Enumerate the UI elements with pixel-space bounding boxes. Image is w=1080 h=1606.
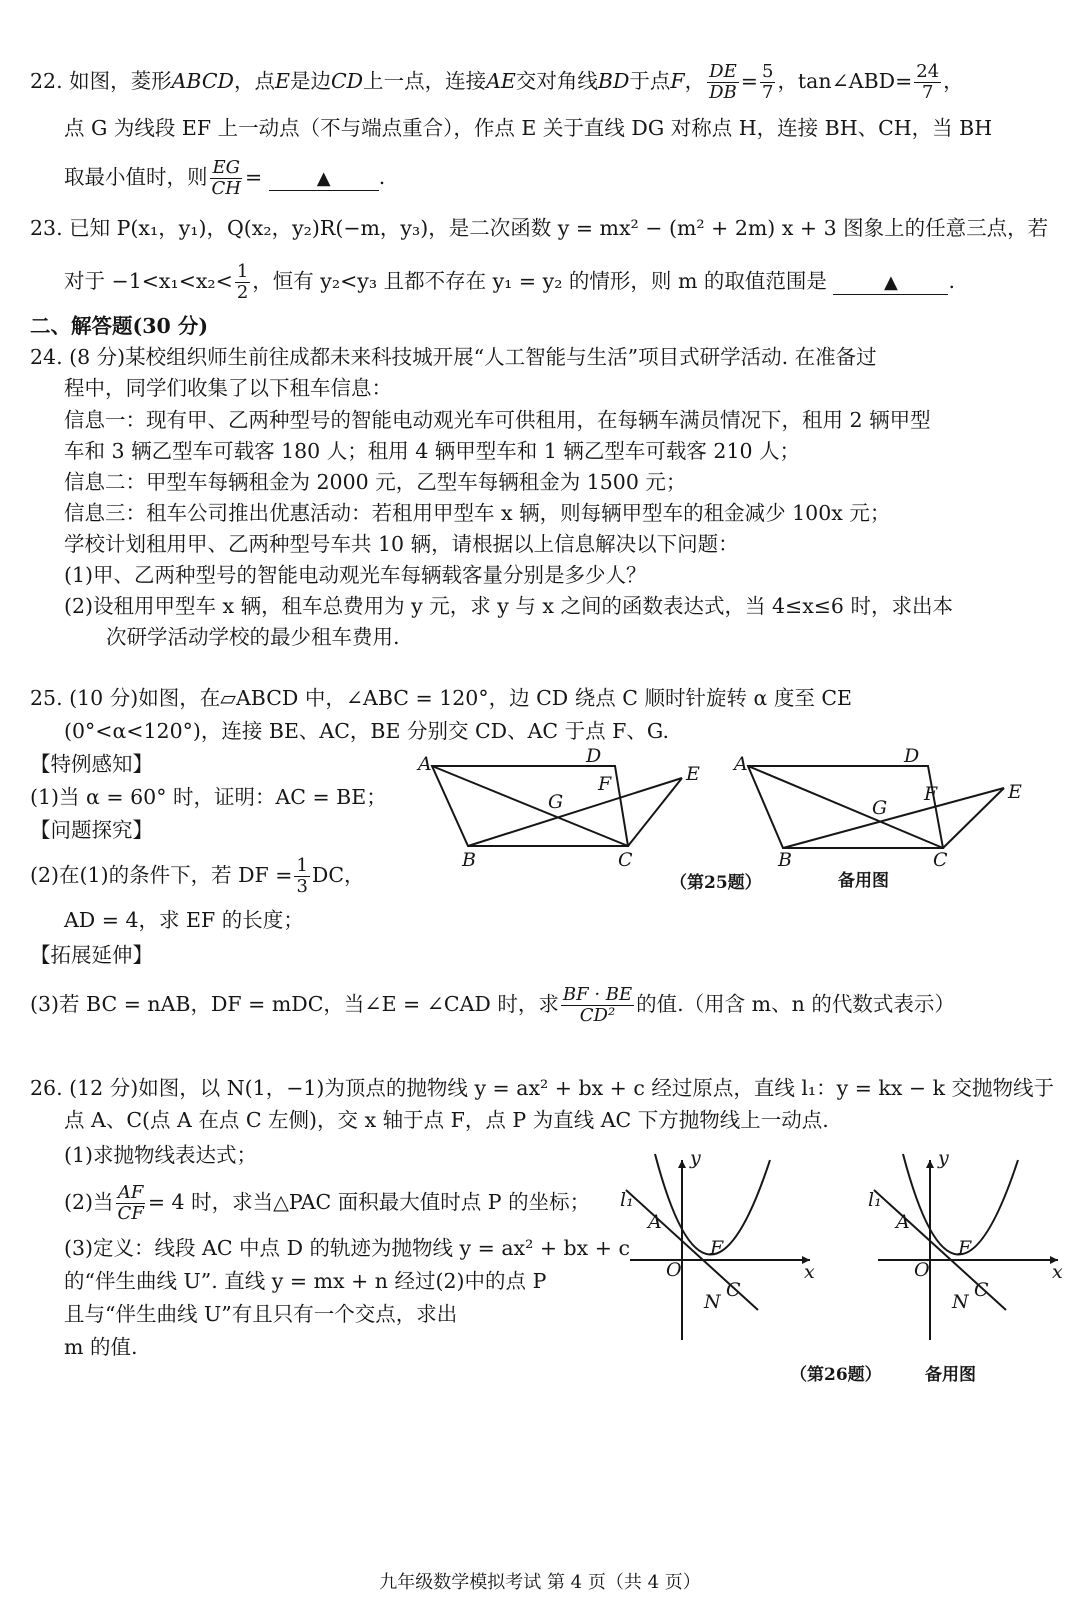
q25-line-1: 25. (10 分)如图，在▱ABCD 中，∠ABC = 120°，边 CD 绕点 C 顺时针旋转 α 度至 CE bbox=[30, 686, 852, 710]
q25-part-2a: (2)在(1)的条件下，若 DF = $\frac{1}{3}$ DC， bbox=[30, 855, 365, 897]
figure-25 bbox=[410, 745, 710, 878]
y-axis-arrow-spare bbox=[926, 1160, 934, 1168]
q24-part-1: (1)甲、乙两种型号的智能电动观光车每辆载客量分别是多少人？ bbox=[64, 563, 647, 587]
segment-be bbox=[468, 778, 682, 846]
figure-26 bbox=[610, 1147, 820, 1350]
q26-part-1: (1)求抛物线表达式； bbox=[64, 1143, 258, 1167]
label-l1-spare: l₁ bbox=[868, 1189, 882, 1211]
fraction-af-cf: $\frac{AF}{CF}$ bbox=[117, 1182, 144, 1224]
figure-26-spare bbox=[858, 1147, 1068, 1350]
label-g: G bbox=[548, 791, 564, 813]
fraction-5-7: $\frac{5}{7}$ bbox=[761, 61, 774, 103]
label-c-spare: C bbox=[974, 1279, 989, 1301]
fraction-1-3: $\frac{1}{3}$ bbox=[296, 855, 308, 897]
fraction-24-7: $\frac{24}{7}$ bbox=[916, 61, 940, 103]
label-n: N bbox=[704, 1291, 721, 1313]
q24-plan: 学校计划租用甲、乙两种型号车共 10 辆，请根据以上信息解决以下问题： bbox=[64, 532, 739, 556]
label-a: A bbox=[418, 753, 432, 775]
label-n-spare: N bbox=[952, 1291, 969, 1313]
segment-ce bbox=[628, 778, 682, 846]
q26-part-3b: 的“伴生曲线 U”. 直线 y = mx + n 经过(2)中的点 P bbox=[64, 1269, 547, 1293]
label-o: O bbox=[666, 1259, 682, 1281]
y-axis-arrow bbox=[678, 1160, 686, 1168]
q24-line-1: 24. (8 分)某校组织师生前往成都未来科技城开展“人工智能与生活”项目式研学活动. 在准备过 bbox=[30, 345, 877, 369]
figure-25-spare bbox=[734, 745, 1038, 878]
q22-line-1: 22. 如图，菱形ABCD，点E是边CD上一点，连接AE交对角线BD于点F， $\frac{DE}{DB}$ = $\frac{5}{7}$ ，tan∠ABD= $\frac{24}{7}$ ， bbox=[30, 61, 964, 103]
q25-heading-3: 【拓展延伸】 bbox=[30, 943, 153, 967]
figure-25-spare-caption: 备用图 bbox=[838, 871, 889, 891]
q23-line-1: 23. 已知 P(x₁，y₁)，Q(x₂，y₂)R(−m，y₃)，是二次函数 y = mx² − (m² + 2m) x + 3 图象上的任意三点，若 bbox=[30, 216, 1049, 240]
figure-26-spare-caption: 备用图 bbox=[925, 1365, 976, 1385]
q25-part-3: (3)若 BC = nAB，DF = mDC，当∠E = ∠CAD 时，求 $\frac{BF \cdot BE}{\text{CD²}}$ 的值.（用含 m、n 的代数式表示） bbox=[30, 984, 955, 1026]
page-footer: 九年级数学模拟考试 第 4 页（共 4 页） bbox=[379, 1572, 701, 1593]
q23-line-2: 对于 −1<x₁<x₂< $\frac{1}{2}$ ，恒有 y₂<y₃ 且都不存在 y₁ = y₂ 的情形，则 m 的取值范围是 ▲ . bbox=[64, 261, 955, 303]
label-c-spare: C bbox=[933, 849, 948, 871]
q24-info-1a: 信息一：现有甲、乙两种型号的智能电动观光车可供租用，在每辆车满员情况下，租用 2 辆甲型 bbox=[64, 408, 931, 432]
q25-heading-1: 【特例感知】 bbox=[30, 752, 153, 776]
figure-25-caption: （第25题） bbox=[670, 873, 762, 893]
fraction-eg-ch: $\frac{EG}{CH}$ bbox=[211, 157, 241, 199]
q24-part-2a: (2)设租用甲型车 x 辆，租车总费用为 y 元，求 y 与 x 之间的函数表达式，当 4≤x≤6 时，求出本 bbox=[64, 594, 953, 618]
q24-part-2b: 次研学活动学校的最少租车费用. bbox=[106, 625, 400, 649]
q26-part-3d: m 的值. bbox=[64, 1335, 138, 1359]
label-o-spare: O bbox=[914, 1259, 930, 1281]
label-d: D bbox=[586, 745, 602, 767]
label-c: C bbox=[618, 849, 633, 871]
q25-part-1: (1)当 α = 60° 时，证明：AC = BE； bbox=[30, 785, 387, 809]
label-e-spare: E bbox=[1008, 781, 1022, 803]
label-e: E bbox=[686, 763, 700, 785]
section-heading: 二、解答题(30 分) bbox=[30, 314, 209, 338]
q26-part-2: (2)当 $\frac{AF}{CF}$ = 4 时，求当△PAC 面积最大值时点 P 的坐标； bbox=[64, 1182, 591, 1224]
answer-blank-22: ▲ bbox=[269, 168, 379, 191]
figure-26-caption: （第26题） bbox=[790, 1365, 882, 1385]
label-c: C bbox=[726, 1279, 741, 1301]
label-a: A bbox=[648, 1211, 662, 1233]
label-a-spare: A bbox=[896, 1211, 910, 1233]
label-d-spare: D bbox=[904, 745, 920, 767]
q24-info-2: 信息二：甲型车每辆租金为 2000 元，乙型车每辆租金为 1500 元； bbox=[64, 470, 687, 494]
label-f-spare: F bbox=[924, 783, 938, 805]
q26-line-1: 26. (12 分)如图，以 N(1，−1)为顶点的抛物线 y = ax² + bx + c 经过原点，直线 l₁：y = kx − k 交抛物线于 bbox=[30, 1076, 1055, 1100]
fraction-bfbe-cd2: $\frac{BF \cdot BE}{\text{CD²}}$ bbox=[562, 984, 633, 1026]
q26-part-3a: (3)定义：线段 AC 中点 D 的轨迹为抛物线 y = ax² + bx + c bbox=[64, 1236, 630, 1260]
answer-blank-23: ▲ bbox=[833, 272, 948, 295]
label-b: B bbox=[462, 849, 476, 871]
q25-part-2b: AD = 4，求 EF 的长度； bbox=[64, 908, 304, 932]
q26-line-2: 点 A、C(点 A 在点 C 左侧)，交 x 轴于点 F，点 P 为直线 AC 下方抛物线上一动点. bbox=[64, 1108, 829, 1132]
label-l1: l₁ bbox=[620, 1189, 634, 1211]
label-f-spare: F bbox=[958, 1237, 972, 1259]
fraction-1-2: $\frac{1}{2}$ bbox=[236, 261, 249, 303]
label-b-spare: B bbox=[778, 849, 792, 871]
label-y: y bbox=[690, 1147, 701, 1169]
label-f: F bbox=[710, 1237, 724, 1259]
q25-heading-2: 【问题探究】 bbox=[30, 818, 153, 842]
label-x-spare: x bbox=[1052, 1261, 1063, 1283]
q25-line-2: (0°<α<120°)，连接 BE、AC，BE 分别交 CD、AC 于点 F、G. bbox=[64, 719, 669, 743]
q24-line-2: 程中，同学们收集了以下租车信息： bbox=[64, 376, 392, 400]
q24-info-1b: 车和 3 辆乙型车可载客 180 人；租用 4 辆甲型车和 1 辆乙型车可载客 210 人； bbox=[64, 439, 801, 463]
label-a-spare: A bbox=[734, 753, 748, 775]
q26-part-3c: 且与“伴生曲线 U”有且只有一个交点，求出 bbox=[64, 1302, 458, 1326]
label-g-spare: G bbox=[872, 797, 888, 819]
q22-line-3: 取最小值时，则 $\frac{EG}{CH}$ = ▲ . bbox=[64, 157, 386, 199]
label-y-spare: y bbox=[938, 1147, 949, 1169]
fraction-de-db: $\frac{DE}{DB}$ bbox=[709, 61, 737, 103]
q22-line-2: 点 G 为线段 EF 上一动点（不与端点重合），作点 E 关于直线 DG 对称点 H，连接 BH、CH，当 BH bbox=[64, 116, 993, 140]
label-x: x bbox=[804, 1261, 815, 1283]
segment-be-spare bbox=[783, 788, 1004, 848]
label-f: F bbox=[598, 773, 612, 795]
q24-info-3: 信息三：租车公司推出优惠活动：若租用甲型车 x 辆，则每辆甲型车的租金减少 100x 元； bbox=[64, 501, 891, 525]
